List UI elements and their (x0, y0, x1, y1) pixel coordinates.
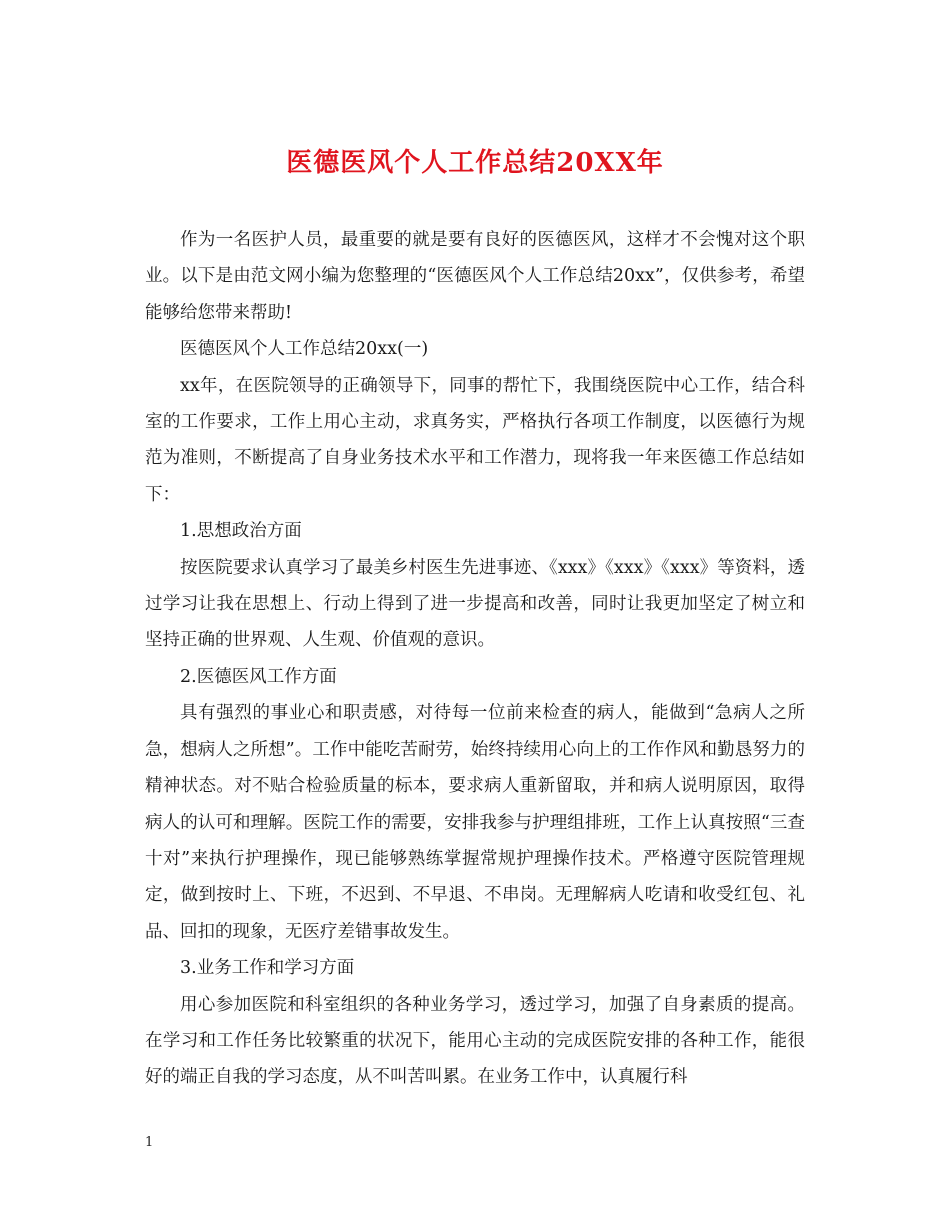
document-title: 医德医风个人工作总结20XX年 (286, 148, 664, 178)
paragraph-intro: 作为一名医护人员，最重要的就是要有良好的医德医风，这样才不会愧对这个职业。以下是由范文网小编为您整理的“医德医风个人工作总结20xx”，仅供参考，希望能够给您带来帮助! (145, 230, 805, 323)
section-heading-business: 3.业务工作和学习方面 (180, 958, 355, 979)
paragraph-subtitle: 医德医风个人工作总结20xx(一) (180, 339, 429, 360)
paragraph-politics: 按医院要求认真学习了最美乡村医生先进事迹、《xxx》《xxx》《xxx》等资料，透过学习让我在思想上、行动上得到了进一步提高和改善，同时让我更加坚定了树立和坚持正确的世界观、人生观、价值观的意识。 (145, 557, 805, 651)
paragraph-ethics: 具有强烈的事业心和职责感，对待每一位前来检查的病人，能做到“急病人之所急，想病人之所想”。工作中能吃苦耐劳，始终持续用心向上的工作作风和勤恳努力的精神状态。对不贴合检验质量的标本，要求病人重新留取，并和病人说明原因，取得病人的认可和理解。医院工作的需要，安排我参与护理组排班，工作上认真按照“三查十对”来执行护理操作，现已能够熟练掌握常规护理操作技术。严格遵守医院管理规定，做到按时上、下班，不迟到、不早退、不串岗。无理解病人吃请和收受红包、礼品、回扣的现象，无医疗差错事故发生。 (145, 703, 805, 942)
page-number: 1 (145, 1135, 154, 1150)
paragraph-business: 用心参加医院和科室组织的各种业务学习，透过学习，加强了自身素质的提高。在学习和工作任务比较繁重的状况下，能用心主动的完成医院安排的各种工作，能很好的端正自我的学习态度，从不叫苦叫累。在业务工作中，认真履行科 (145, 994, 805, 1088)
section-heading-ethics: 2.医德医风工作方面 (180, 666, 337, 687)
section-heading-politics: 1.思想政治方面 (180, 521, 302, 542)
paragraph-overview: xx年，在医院领导的正确领导下，同事的帮忙下，我围绕医院中心工作，结合科室的工作要求，工作上用心主动，求真务实，严格执行各项工作制度，以医德行为规范为准则，不断提高了自身业务技术水平和工作潜力，现将我一年来医德工作总结如下： (145, 375, 805, 505)
document-body (145, 222, 805, 1096)
